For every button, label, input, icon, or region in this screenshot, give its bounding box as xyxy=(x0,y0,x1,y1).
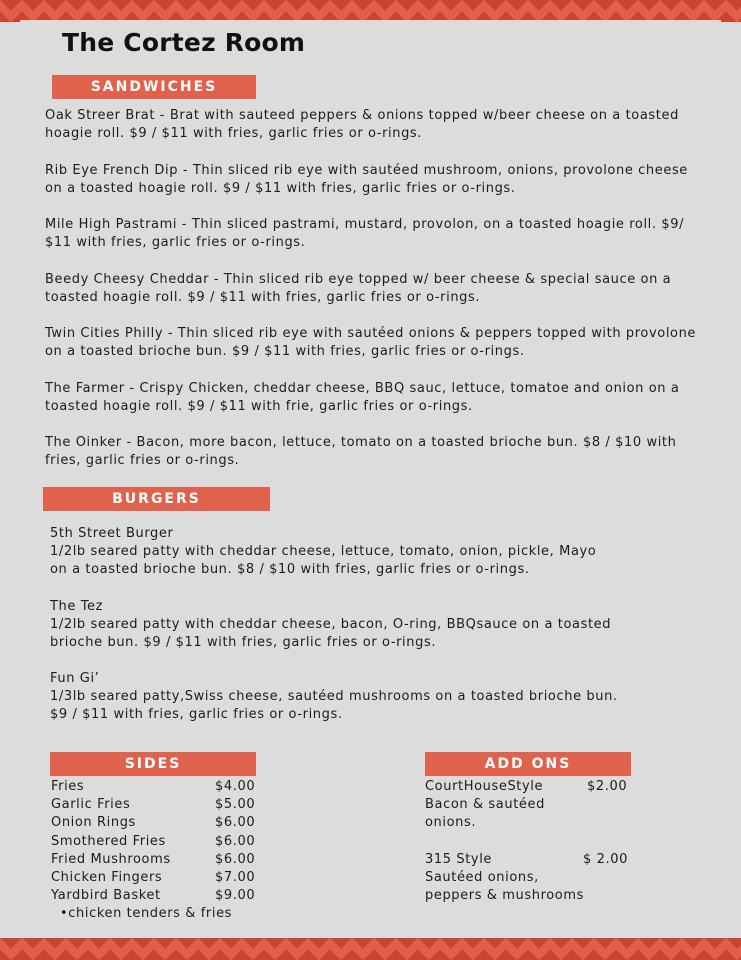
side-name: Onion Rings xyxy=(51,815,136,830)
sandwich-item xyxy=(45,325,696,361)
burger-item xyxy=(50,525,596,579)
side-row xyxy=(51,833,261,851)
sandwich-line: The Farmer - Crispy Chicken, cheddar cheese, BBQ sauc, lettuce, tomatoe and onion on a xyxy=(45,381,680,396)
burger-name: The Tez xyxy=(50,599,104,614)
addon-name: 315 Style xyxy=(425,852,492,867)
burger-line: $9 / $11 with fries, garlic fries or o-rings. xyxy=(50,707,343,722)
sandwich-line: hoagie roll. $9 / $11 with fries, garlic fries or o-rings. xyxy=(45,126,423,141)
addon-desc: Bacon & sautéed xyxy=(425,797,545,812)
addon-price: $2.00 xyxy=(587,779,628,794)
side-price: $4.00 xyxy=(215,779,256,794)
side-row xyxy=(51,887,261,905)
restaurant-title: The Cortez Room xyxy=(62,28,306,57)
addon-desc: peppers & mushrooms xyxy=(425,888,584,903)
side-name: Garlic Fries xyxy=(51,797,131,812)
burger-line: 1/2lb seared patty with cheddar cheese, lettuce, tomato, onion, pickle, Mayo xyxy=(50,544,597,559)
sandwich-line: Mile High Pastrami - Thin sliced pastrami, mustard, provolon, on a toasted hoagie roll. $9/ xyxy=(45,217,685,232)
top-zigzag-border xyxy=(0,0,741,22)
addon-item xyxy=(425,778,635,832)
sandwich-line: Twin Cities Philly - Thin sliced rib eye with sautéed onions & peppers topped with provolone xyxy=(45,326,697,341)
side-price: $5.00 xyxy=(215,797,256,812)
burger-item xyxy=(50,598,611,652)
side-row xyxy=(51,851,261,869)
sandwich-line: Beedy Cheesy Cheddar - Thin sliced rib eye topped w/ beer cheese & special sauce on a xyxy=(45,272,672,287)
burger-line: 1/2lb seared patty with cheddar cheese, bacon, O-ring, BBQsauce on a toasted xyxy=(50,617,612,632)
side-row xyxy=(51,796,261,814)
sides-note: •chicken tenders & fries xyxy=(60,906,233,921)
side-name: Chicken Fingers xyxy=(51,870,163,885)
side-row xyxy=(51,814,261,832)
side-row xyxy=(51,778,261,796)
burger-line: on a toasted brioche bun. $8 / $10 with fries, garlic fries or o-rings. xyxy=(50,562,530,577)
side-price: $9.00 xyxy=(215,888,256,903)
addon-desc: Sautéed onions, xyxy=(425,870,539,885)
side-price: $6.00 xyxy=(215,834,256,849)
addon-name: CourtHouseStyle xyxy=(425,779,544,794)
sides-header: SIDES xyxy=(50,752,256,776)
sandwiches-header: SANDWICHES xyxy=(52,75,256,99)
addon-price: $ 2.00 xyxy=(583,852,628,867)
side-name: Yardbird Basket xyxy=(51,888,161,903)
sandwich-item xyxy=(45,434,676,470)
sandwich-line: Oak Streer Brat - Brat with sauteed peppers & onions topped w/beer cheese on a toasted xyxy=(45,108,679,123)
addons-header: ADD ONS xyxy=(425,752,631,776)
side-row xyxy=(51,869,261,887)
side-price: $6.00 xyxy=(215,815,256,830)
addon-desc: onions. xyxy=(425,815,477,830)
addon-item xyxy=(425,851,635,905)
sandwich-item xyxy=(45,271,671,307)
bottom-zigzag-border xyxy=(0,938,741,960)
sandwich-line: on a toasted hoagie roll. $9 / $11 with fries, garlic fries or o-rings. xyxy=(45,181,516,196)
sandwich-item xyxy=(45,162,688,198)
sandwich-line: Rib Eye French Dip - Thin sliced rib eye with sautéed mushroom, onions, provolone cheese xyxy=(45,163,688,178)
side-name: Fried Mushrooms xyxy=(51,852,171,867)
burgers-header: BURGERS xyxy=(43,487,270,511)
burger-name: Fun Gi’ xyxy=(50,671,100,686)
sandwich-line: toasted hoagie roll. $9 / $11 with frie, garlic fries or o-rings. xyxy=(45,399,473,414)
side-price: $7.00 xyxy=(215,870,256,885)
side-price: $6.00 xyxy=(215,852,256,867)
sandwich-line: on a toasted brioche bun. $9 / $11 with fries, garlic fries or o-rings. xyxy=(45,344,525,359)
sandwich-line: fries, garlic fries or o-rings. xyxy=(45,453,240,468)
burger-line: 1/3lb seared patty,Swiss cheese, sautéed mushrooms on a toasted brioche bun. xyxy=(50,689,618,704)
sandwich-item xyxy=(45,216,684,252)
sandwich-line: toasted hoagie roll. $9 / $11 with fries, garlic fries or o-rings. xyxy=(45,290,481,305)
burger-line: brioche bun. $9 / $11 with fries, garlic fries or o-rings. xyxy=(50,635,437,650)
sandwich-line: $11 with fries, garlic fries or o-rings. xyxy=(45,235,306,250)
sandwich-line: The Oinker - Bacon, more bacon, lettuce, tomato on a toasted brioche bun. $8 / $10 with xyxy=(45,435,677,450)
sandwich-item xyxy=(45,380,679,416)
sandwich-item xyxy=(45,107,679,143)
side-name: Smothered Fries xyxy=(51,834,166,849)
side-name: Fries xyxy=(51,779,85,794)
burger-name: 5th Street Burger xyxy=(50,526,174,541)
burger-item xyxy=(50,670,618,724)
